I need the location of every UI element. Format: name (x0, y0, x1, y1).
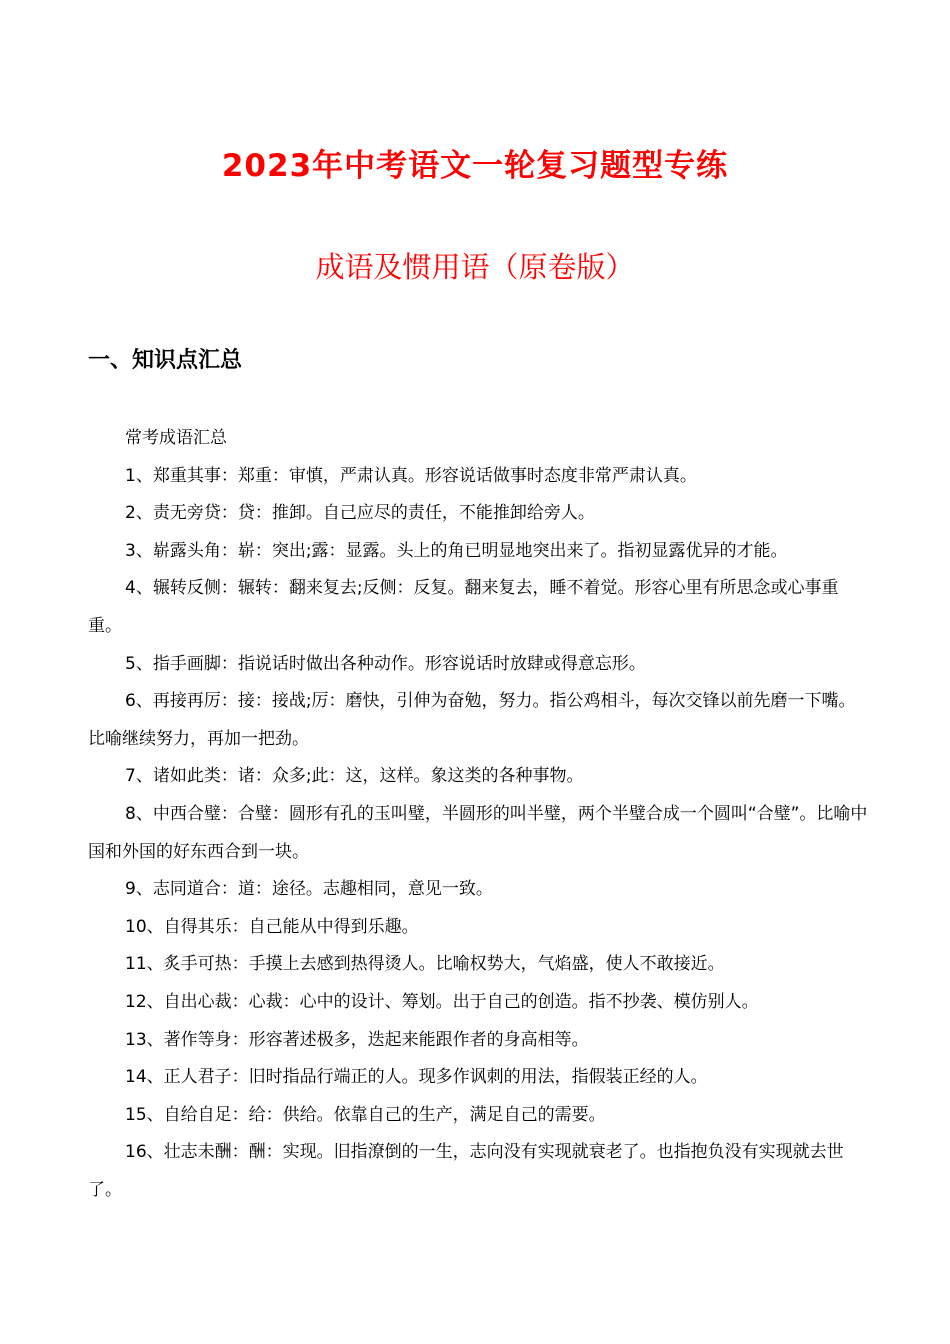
idiom-entry-15: 15、自给自足：给：供给。依靠自己的生产，满足自己的需要。 (125, 1104, 606, 1125)
idiom-entry-12: 12、自出心裁：心裁：心中的设计、筹划。出于自己的创造。指不抄袭、模仿别人。 (125, 991, 759, 1012)
idiom-entry-1: 1、郑重其事：郑重：审慎，严肃认真。形容说话做事时态度非常严肃认真。 (125, 465, 697, 486)
idiom-entry-4: 4、辗转反侧：辗转：翻来复去;反侧：反复。翻来复去，睡不着觉。形容心里有所思念或心事重重。 (88, 578, 839, 636)
idiom-entry-13: 13、著作等身：形容著述极多，迭起来能跟作者的身高相等。 (125, 1029, 589, 1050)
idiom-entry-2: 2、责无旁贷：贷：推卸。自己应尽的责任，不能推卸给旁人。 (125, 503, 595, 524)
idiom-list (88, 420, 868, 1209)
idiom-entry-8: 8、中西合璧：合璧：圆形有孔的玉叫璧，半圆形的叫半璧，两个半璧合成一个圆叫“合璧”。比喻中国和外国的好东西合到一块。 (88, 803, 868, 862)
document-subtitle: 成语及惯用语（原卷版） (315, 250, 635, 284)
idiom-entry-6: 6、再接再厉：接：接战;厉：磨快，引伸为奋勉，努力。指公鸡相斗，每次交锋以前先磨一下嘴。比喻继续努力，再加一把劲。 (88, 691, 856, 749)
idiom-entry-5: 5、指手画脚：指说话时做出各种动作。形容说话时放肆或得意忘形。 (125, 653, 646, 674)
idiom-entry-7: 7、诸如此类：诸：众多;此：这，这样。象这类的各种事物。 (125, 766, 584, 787)
idiom-entry-11: 11、炙手可热：手摸上去感到热得烫人。比喻权势大，气焰盛，使人不敢接近。 (125, 954, 725, 975)
idiom-entry-10: 10、自得其乐：自己能从中得到乐趣。 (125, 916, 419, 937)
document-title: 2023年中考语文一轮复习题型专练 (221, 148, 729, 184)
intro-line: 常考成语汇总 (125, 428, 227, 448)
section-heading: 一、知识点汇总 (88, 348, 243, 373)
idiom-entry-16: 16、壮志未酬：酬：实现。旧指潦倒的一生，志向没有实现就衰老了。也指抱负没有实现就去世了。 (88, 1142, 844, 1200)
idiom-entry-3: 3、崭露头角：崭：突出;露：显露。头上的角已明显地突出来了。指初显露优异的才能。 (125, 540, 788, 561)
idiom-entry-9: 9、志同道合：道：途径。志趣相同，意见一致。 (125, 879, 493, 900)
idiom-entry-14: 14、正人君子：旧时指品行端正的人。现多作讽刺的用法，指假装正经的人。 (125, 1067, 708, 1088)
